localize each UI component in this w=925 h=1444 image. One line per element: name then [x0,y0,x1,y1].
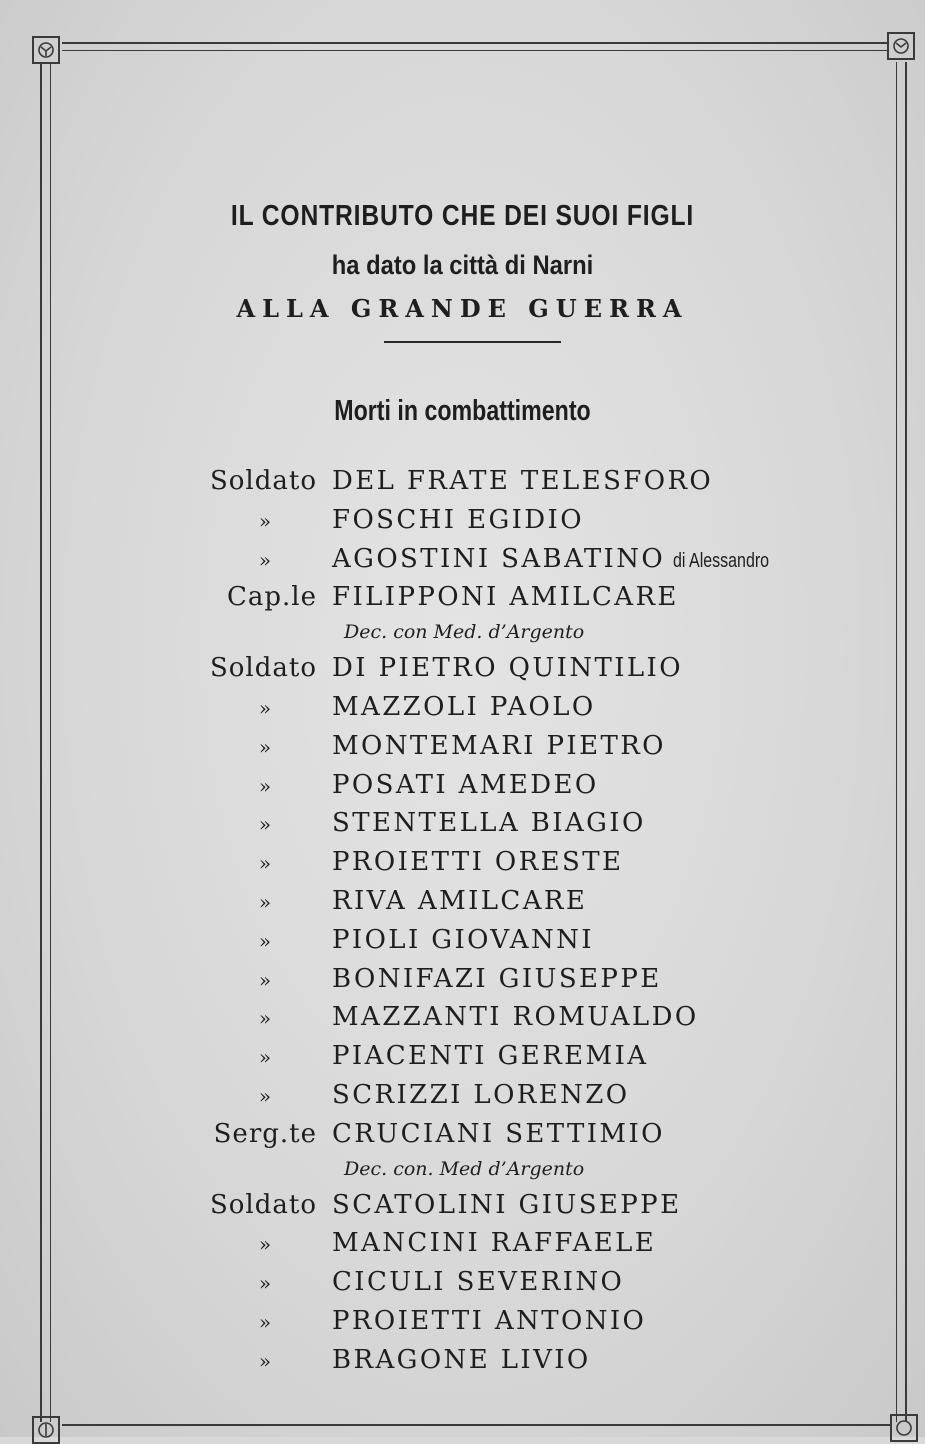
soldier-name [332,1341,591,1379]
soldier-name-text: PIOLI GIOVANNI [332,924,594,955]
soldier-name [332,462,713,500]
soldier-name-text: PROIETTI ANTONIO [332,1305,647,1336]
soldier-name [332,843,623,881]
title-divider [384,341,561,343]
list-item [0,1186,925,1225]
list-item [0,998,925,1037]
soldier-name-text: BRAGONE LIVIO [332,1344,591,1375]
corner-ornament-icon [32,1416,60,1444]
list-item [0,649,925,688]
ditto-mark: » [258,1045,272,1070]
list-item [0,766,925,805]
name-note: di Alessandro [673,549,770,572]
ditto-mark: » [258,1083,272,1108]
soldier-name-text: CICULI SEVERINO [332,1267,625,1298]
soldier-name-text: SCATOLINI GIUSEPPE [332,1189,682,1220]
ditto-mark: » [258,889,272,914]
border-top-line-inner [62,50,887,51]
soldier-name-text: SCRIZZI LORENZO [332,1079,630,1110]
roll-of-honour-list [0,462,925,1380]
rank-label: Soldato [209,653,317,684]
list-item [0,804,925,843]
list-item [0,501,925,540]
list-item [0,462,925,501]
list-item [0,1224,925,1263]
ditto-mark: » [258,734,272,759]
page-number-mark [418,0,528,4]
soldier-name [332,1186,681,1224]
decoration-text: Dec. con. Med d’Argento [344,1157,585,1180]
soldier-name-text: POSATI AMEDEO [332,769,599,800]
soldier-name [332,1115,665,1153]
soldier-name [332,882,587,920]
soldier-name [332,727,666,765]
soldier-name-text: PIACENTI GEREMIA [332,1041,649,1072]
list-item [0,1037,925,1076]
soldier-name-text: AGOSTINI SABATINO [332,543,666,574]
list-item [0,727,925,766]
rank-label: Soldato [209,466,317,496]
list-item [0,688,925,727]
soldier-name [332,960,662,998]
soldier-name [332,1302,646,1340]
ditto-mark: » [258,1006,272,1031]
soldier-name [332,540,793,580]
list-item [0,1302,925,1341]
soldier-name [332,649,683,687]
rank-label: Serg.te [213,1118,317,1149]
soldier-name-text: MANCINI RAFFAELE [332,1228,657,1259]
ditto-mark: » [258,547,272,572]
soldier-name-text: DI PIETRO QUINTILIO [332,653,683,684]
list-item [0,578,925,617]
soldier-name [332,501,584,539]
list-item [0,1115,925,1154]
corner-ornament-icon [890,1414,918,1442]
soldier-name [332,1224,656,1262]
border-bottom-line [62,1424,892,1426]
section-heading: Morti in combattimento [334,395,591,427]
rank-label: Cap.le [226,582,317,613]
soldier-name [332,578,679,616]
list-item [0,1341,925,1380]
title-line-2: ha dato la città di Narni [331,250,594,280]
soldier-name-text: STENTELLA BIAGIO [332,808,646,839]
ditto-mark: » [258,928,272,953]
corner-ornament-icon [887,32,915,60]
ditto-mark: » [258,1348,272,1373]
ditto-mark: » [258,812,272,837]
decoration-text: Dec. con Med. d’Argento [344,621,585,644]
ditto-mark: » [258,508,272,533]
corner-ornament-icon [32,36,60,64]
soldier-name [332,998,699,1036]
list-item [0,1263,925,1302]
border-top-line [62,42,887,44]
soldier-name [332,766,599,804]
title-line-3: ALLA GRANDE GUERRA [236,294,689,323]
list-item [0,921,925,960]
ditto-mark: » [258,1309,272,1334]
ditto-mark: » [258,773,272,798]
soldier-name [332,1263,624,1301]
soldier-name-text: RIVA AMILCARE [332,885,588,916]
soldier-name [332,1076,630,1114]
list-item [0,540,925,579]
list-item [0,1076,925,1115]
soldier-name-text: PROIETTI ORESTE [332,847,624,878]
soldier-name-text: FILIPPONI AMILCARE [332,582,679,613]
list-item [0,960,925,999]
soldier-name-text: MONTEMARI PIETRO [332,730,666,761]
soldier-name-text: CRUCIANI SETTIMIO [332,1118,665,1149]
decoration-note [0,1154,925,1186]
decoration-note [0,617,925,649]
soldier-name [332,1037,648,1075]
soldier-name [332,921,594,959]
ditto-mark: » [258,967,272,992]
soldier-name [332,804,646,842]
soldier-name-text: DEL FRATE TELESFORO [332,466,714,496]
ditto-mark: » [258,1232,272,1257]
ditto-mark: » [258,1271,272,1296]
soldier-name-text: MAZZOLI PAOLO [332,691,596,722]
soldier-name-text: FOSCHI EGIDIO [332,504,584,535]
rank-label: Soldato [209,1189,317,1220]
soldier-name-text: BONIFAZI GIUSEPPE [332,963,662,994]
list-item [0,882,925,921]
soldier-name-text: MAZZANTI ROMUALDO [332,1002,699,1033]
ditto-mark: » [258,695,272,720]
title-line-1: IL CONTRIBUTO CHE DEI SUOI FIGLI [230,200,695,232]
list-item [0,843,925,882]
soldier-name [332,688,596,726]
ditto-mark: » [258,851,272,876]
